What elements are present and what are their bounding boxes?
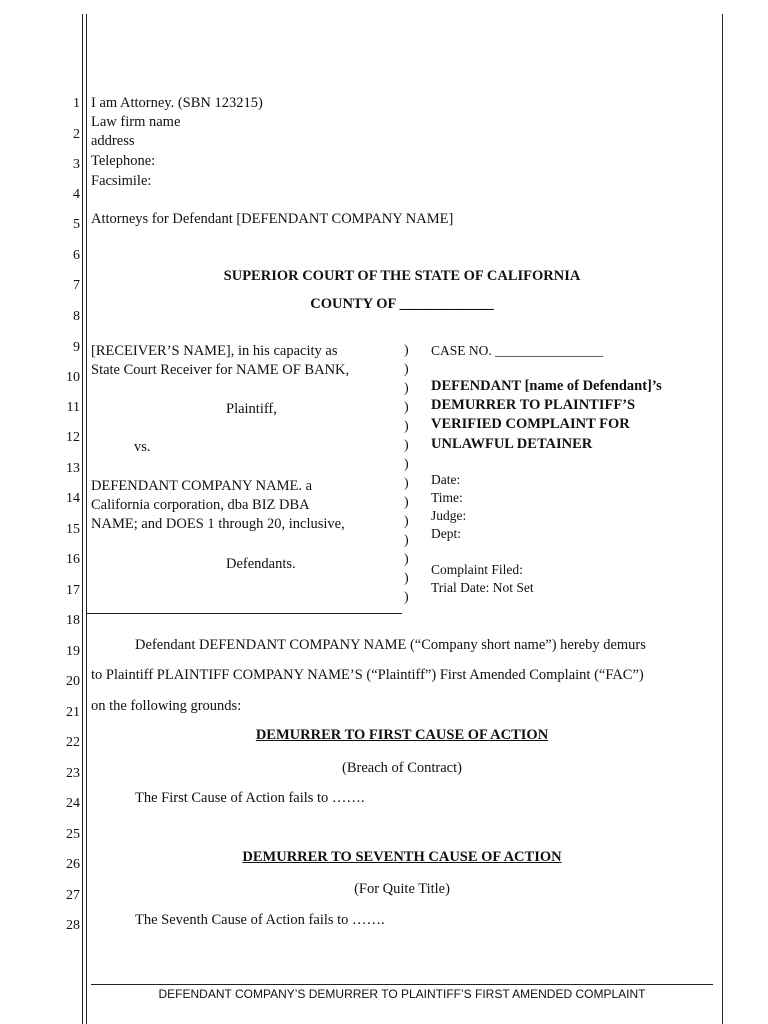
- caption-paren: ): [404, 419, 409, 434]
- attorneys-for-line: Attorneys for Defendant [DEFENDANT COMPANY NAME]: [91, 211, 454, 227]
- document-title-line-2: DEMURRER TO PLAINTIFF’S: [431, 397, 636, 413]
- left-margin-rule: [82, 14, 83, 1024]
- subheading-seventh-cause: (For Quite Title): [354, 881, 450, 897]
- line-number: 8: [73, 309, 80, 324]
- line-number: 12: [66, 430, 80, 445]
- caption-paren: ): [404, 362, 409, 377]
- heading-seventh-cause: DEMURRER TO SEVENTH CAUSE OF ACTION: [242, 849, 562, 865]
- caption-paren: ): [404, 590, 409, 605]
- caption-paren: ): [404, 514, 409, 529]
- line-number: 3: [73, 157, 80, 172]
- line-number: 23: [66, 766, 80, 781]
- court-name: SUPERIOR COURT OF THE STATE OF CALIFORNIA: [223, 268, 581, 284]
- caption-paren: ): [404, 457, 409, 472]
- right-margin-rule: [722, 14, 723, 1024]
- intro-paragraph-line-2: to Plaintiff PLAINTIFF COMPANY NAME’S (“Plaintiff”) First Amended Complaint (“FAC”): [91, 667, 644, 683]
- line-number: 13: [66, 461, 80, 476]
- line-number: 2: [73, 127, 80, 142]
- telephone-line: Telephone:: [91, 153, 156, 169]
- line-number: 4: [73, 187, 80, 202]
- line-number: 25: [66, 827, 80, 842]
- caption-paren: ): [404, 552, 409, 567]
- caption-paren: ): [404, 343, 409, 358]
- line-number: 14: [66, 491, 80, 506]
- intro-paragraph-line-1: Defendant DEFENDANT COMPANY NAME (“Company short name”) hereby demurs: [135, 637, 646, 653]
- complaint-filed-label: Complaint Filed:: [431, 562, 523, 577]
- court-county: COUNTY OF _____________: [310, 296, 494, 312]
- defendant-name-line-2: California corporation, dba BIZ DBA: [91, 497, 310, 513]
- line-number: 22: [66, 735, 80, 750]
- caption-paren: ): [404, 438, 409, 453]
- line-number: 24: [66, 796, 80, 811]
- caption-paren: ): [404, 400, 409, 415]
- heading-first-cause: DEMURRER TO FIRST CAUSE OF ACTION: [255, 727, 549, 743]
- line-number: 21: [66, 705, 80, 720]
- caption-bottom-rule: [86, 613, 402, 614]
- hearing-time-label: Time:: [431, 490, 463, 505]
- plaintiff-name-line-2: State Court Receiver for NAME OF BANK,: [91, 362, 350, 378]
- defendant-role: Defendants.: [226, 556, 296, 572]
- document-title-line-3: VERIFIED COMPLAINT FOR: [431, 416, 630, 432]
- case-number: CASE NO. ________________: [431, 343, 604, 358]
- attorney-name-line: I am Attorney. (SBN 123215): [91, 95, 263, 111]
- line-number: 5: [73, 217, 80, 232]
- law-firm-line: Law firm name: [91, 114, 181, 130]
- trial-date-label: Trial Date: Not Set: [431, 580, 534, 595]
- line-number: 28: [66, 918, 80, 933]
- line-number: 9: [73, 340, 80, 355]
- facsimile-line: Facsimile:: [91, 173, 152, 189]
- line-number: 27: [66, 888, 80, 903]
- line-number: 16: [66, 552, 80, 567]
- line-number: 1: [73, 96, 80, 111]
- defendant-name-line-3: NAME; and DOES 1 through 20, inclusive,: [91, 516, 345, 532]
- line-number: 19: [66, 644, 80, 659]
- line-number: 26: [66, 857, 80, 872]
- judge-label: Judge:: [431, 508, 467, 523]
- hearing-date-label: Date:: [431, 472, 461, 487]
- plaintiff-name-line-1: [RECEIVER’S NAME], in his capacity as: [91, 343, 338, 359]
- first-cause-text: The First Cause of Action fails to …….: [135, 790, 365, 806]
- line-number: 17: [66, 583, 80, 598]
- defendant-name-line-1: DEFENDANT COMPANY NAME. a: [91, 478, 313, 494]
- document-title-line-1: DEFENDANT [name of Defendant]’s: [431, 378, 662, 394]
- address-line: address: [91, 133, 135, 149]
- plaintiff-role: Plaintiff,: [226, 401, 277, 417]
- line-number: 20: [66, 674, 80, 689]
- footer-rule: [91, 984, 713, 985]
- line-number: 6: [73, 248, 80, 263]
- caption-paren: ): [404, 533, 409, 548]
- line-number: 7: [73, 278, 80, 293]
- versus-label: vs.: [134, 439, 151, 455]
- line-number: 15: [66, 522, 80, 537]
- line-number: 18: [66, 613, 80, 628]
- caption-paren: ): [404, 476, 409, 491]
- line-number: 11: [66, 400, 80, 415]
- footer-title: DEFENDANT COMPANY’S DEMURRER TO PLAINTIFF’S FIRST AMENDED COMPLAINT: [158, 987, 646, 1001]
- intro-paragraph-line-3: on the following grounds:: [91, 698, 242, 714]
- document-title-line-4: UNLAWFUL DETAINER: [431, 436, 593, 452]
- caption-paren: ): [404, 571, 409, 586]
- line-number: 10: [66, 370, 80, 385]
- seventh-cause-text: The Seventh Cause of Action fails to …….: [135, 912, 385, 928]
- caption-paren: ): [404, 381, 409, 396]
- left-margin-rule-inner: [86, 14, 87, 1024]
- subheading-first-cause: (Breach of Contract): [342, 760, 462, 776]
- caption-paren: ): [404, 495, 409, 510]
- dept-label: Dept:: [431, 526, 461, 541]
